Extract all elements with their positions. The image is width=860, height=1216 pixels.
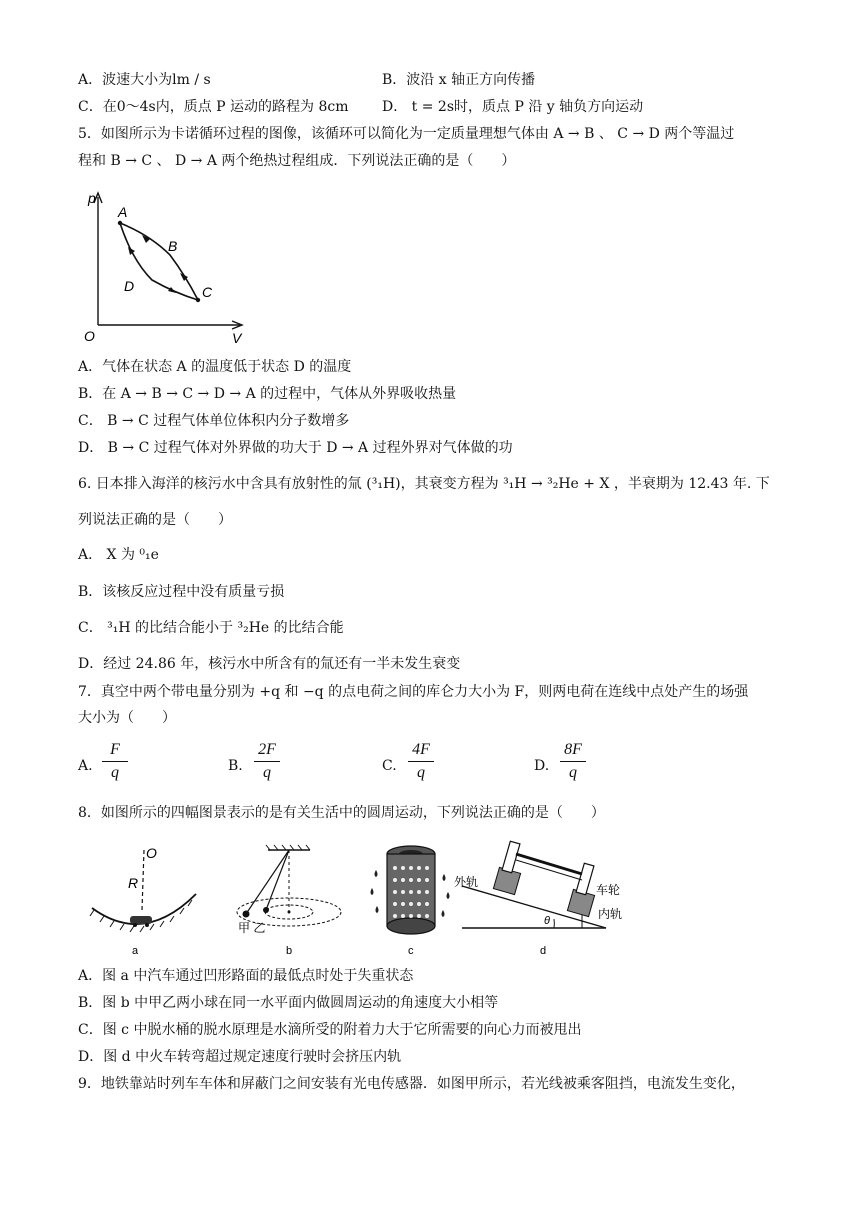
q8-a-caption: a [132, 945, 139, 957]
q8-figure-b [232, 840, 352, 960]
q7-option-d-fraction [558, 740, 588, 783]
q7-option-c-den: q [417, 764, 425, 781]
q7-option-d-den: q [569, 764, 577, 781]
q8-b-caption: b [286, 945, 293, 957]
q7-option-d-num: 8F [564, 741, 582, 758]
q5-origin: O [84, 328, 95, 344]
q6-stem-line1: 6. 日本排入海洋的核污水中含具有放射性的氚 (³₁H)，其衰变方程为 ³₁H → ³₂He + X ，半衰期为 12.43 年. 下 [78, 476, 770, 492]
q8-a-o-label: O [146, 845, 157, 861]
q4-option-c: C．在0～4s内，质点 P 运动的路程为 8cm [78, 99, 349, 115]
q7-option-b-num: 2F [258, 741, 276, 758]
q7-option-c-fraction [406, 740, 436, 783]
q7-option-a-fraction [100, 740, 130, 783]
q4-option-d: D． t = 2s时，质点 P 沿 y 轴负方向运动 [382, 99, 644, 115]
q8-option-c: C．图 c 中脱水桶的脱水原理是水滴所受的附着力大于它所需要的向心力而被甩出 [78, 1022, 582, 1038]
q8-figure-a [84, 836, 204, 960]
q8-option-d: D．图 d 中火车转弯超过规定速度行驶时会挤压内轨 [78, 1049, 402, 1065]
q5-point-c: C [202, 284, 213, 300]
q5-axis-v: V [232, 330, 242, 345]
q7-stem-line1: 7．真空中两个带电量分别为 +q 和 −q 的点电荷之间的库仑力大小为 F，则两电荷在连线中点处产生的场强 [78, 684, 749, 700]
q5-point-a: A [118, 204, 128, 220]
q5-axis-p: p [88, 190, 96, 206]
q7-stem-line2: 大小为（ ） [78, 710, 176, 726]
q8-figure-c [368, 840, 454, 960]
q7-option-c-num: 4F [412, 741, 430, 758]
q8-option-a: A．图 a 中汽车通过凹形路面的最低点时处于失重状态 [78, 968, 414, 984]
q7-option-b-den: q [263, 764, 271, 781]
q8-d-inner-rail: 内轨 [598, 907, 623, 921]
q5-point-d: D [124, 278, 135, 294]
q7-option-a-num: F [110, 741, 120, 758]
q7-option-d-label: D. [534, 758, 550, 774]
q6-option-a: A． X 为 ⁰₁e [78, 547, 159, 563]
q4-option-b: B．波沿 x 轴正方向传播 [382, 72, 536, 88]
q5-option-c: C． B → C 过程气体单位体积内分子数增多 [78, 413, 350, 429]
q7-option-c-label: C. [382, 758, 397, 774]
q5-option-d: D． B → C 过程气体对外界做的功大于 D → A 过程外界对气体做的功 [78, 440, 513, 456]
q7-option-a-label: A. [78, 758, 93, 774]
q7-option-b-fraction [252, 740, 282, 783]
q8-a-r-label: R [128, 875, 139, 891]
q5-stem-line2: 程和 B → C 、 D → A 两个绝热过程组成．下列说法正确的是（ ） [78, 153, 516, 169]
q4-option-a: A．波速大小为lm / s [78, 72, 211, 88]
q6-stem-line2: 列说法正确的是（ ） [78, 512, 232, 528]
q8-d-outer-rail: 外轨 [454, 875, 479, 889]
q5-stem-line1: 5．如图所示为卡诺循环过程的图像，该循环可以简化为一定质量理想气体由 A → B 、 C → D 两个等温过 [78, 126, 735, 142]
q5-option-b: B．在 A → B → C → D → A 的过程中，气体从外界吸收热量 [78, 386, 457, 402]
q6-option-c: C． ³₁H 的比结合能小于 ³₂He 的比结合能 [78, 620, 344, 636]
q5-point-b: B [168, 238, 178, 254]
q5-option-a: A．气体在状态 A 的温度低于状态 D 的温度 [78, 359, 352, 375]
q8-b-jiayi-label: 甲 乙 [238, 921, 266, 935]
q6-option-d: D．经过 24.86 年，核污水中所含有的氚还有一半未发生衰变 [78, 656, 461, 672]
q7-option-a-den: q [111, 764, 119, 781]
q8-c-caption: c [408, 945, 414, 957]
q8-d-wheel: 车轮 [596, 883, 621, 897]
q8-figure-d [452, 836, 628, 960]
q8-stem: 8．如图所示的四幅图景表示的是有关生活中的圆周运动，下列说法正确的是（ ） [78, 805, 605, 821]
q8-option-b: B．图 b 中甲乙两小球在同一水平面内做圆周运动的角速度大小相等 [78, 995, 499, 1011]
q8-d-theta: θ [544, 915, 550, 927]
q5-pv-diagram [80, 185, 255, 345]
q6-option-b: B．该核反应过程中没有质量亏损 [78, 584, 285, 600]
q7-option-b-label: B. [228, 758, 243, 774]
q9-stem-line1: 9．地铁靠站时列车车体和屏蔽门之间安装有光电传感器．如图甲所示，若光线被乘客阻挡，电流发生变化， [78, 1076, 745, 1092]
q8-d-caption: d [540, 945, 547, 957]
